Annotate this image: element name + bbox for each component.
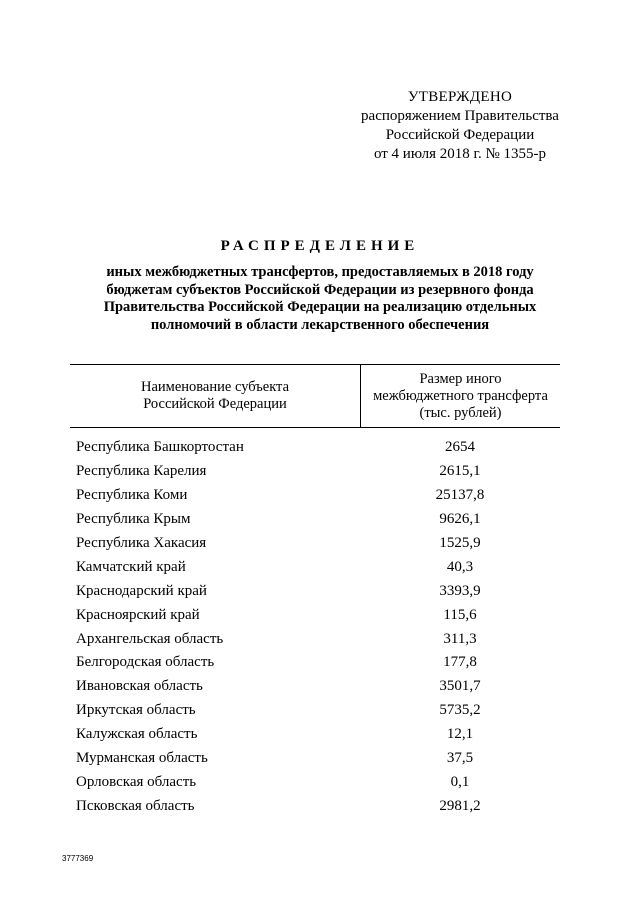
approval-stamp: УТВЕРЖДЕНО [407,89,513,105]
header-text: межбюджетного трансферта [373,387,548,404]
subtitle-line: бюджетам субъектов Российской Федерации из резервного фонда [106,281,534,298]
transfer-value: 2654 [445,439,475,456]
header-text: Наименование субъекта [140,379,290,395]
table-row [76,555,560,579]
table-row [76,508,560,532]
table-row [76,794,560,818]
transfer-value: 9626,1 [439,511,481,528]
table-row [76,532,560,556]
document-code: 3777369 [62,854,94,863]
header-text: Размер иного [419,370,502,387]
approval-line-1: распоряжением Правительства [361,108,559,124]
subject-name: Ивановская область [76,678,203,695]
subject-name: Республика Карелия [76,463,207,480]
subtitle-line: Правительства Российской Федерации на реализацию отдельных [103,299,537,315]
subject-name: Республика Коми [76,487,188,504]
subject-name: Белгородская область [76,654,215,671]
approval-block [340,88,580,164]
transfer-value: 1525,9 [439,535,481,551]
transfer-value: 115,6 [443,606,477,623]
header-subject-name [70,365,361,427]
table-row [76,699,560,723]
subject-name: Мурманская область [76,750,208,767]
table-row [76,723,560,747]
table-row [76,436,560,460]
subject-name: Иркутская область [76,702,196,719]
transfer-value: 3393,9 [439,582,481,599]
subject-name: Орловская область [76,773,197,790]
table-row [76,603,560,627]
header-transfer-amount [361,365,560,427]
subject-name: Республика Крым [76,511,191,528]
subject-name: Республика Хакасия [76,535,207,551]
transfer-value: 177,8 [443,654,477,671]
table-row [76,770,560,794]
table-row [76,627,560,651]
subject-name: Республика Башкортостан [76,439,244,456]
transfer-value: 2615,1 [439,463,481,480]
subject-name: Псковская область [76,797,195,814]
table-row [76,579,560,603]
table-header [70,364,560,428]
table-row [76,484,560,508]
subject-name: Краснодарский край [76,582,207,599]
approval-line-3: от 4 июля 2018 г. № 1355-р [373,146,547,162]
transfer-value: 2981,2 [439,797,481,814]
approval-line-2: Российской Федерации [385,127,535,143]
header-text: Российской Федерации [143,396,287,412]
subject-name: Калужская область [76,726,198,743]
document-subtitle [70,264,570,334]
table-row [76,675,560,699]
table-row [76,651,560,675]
transfer-value: 25137,8 [435,487,485,504]
header-text: (тыс. рублей) [419,404,502,421]
table-row [76,747,560,771]
subject-name: Красноярский край [76,606,200,623]
transfer-value: 311,3 [443,630,477,647]
table-body [76,436,560,818]
table-row [76,460,560,484]
subtitle-line: полномочий в области лекарственного обеспечения [150,316,490,333]
transfer-value: 12,1 [446,726,474,743]
transfer-value: 5735,2 [439,702,481,719]
subtitle-line: иных межбюджетных трансфертов, предоставляемых в 2018 году [106,264,534,280]
transfer-value: 3501,7 [439,678,481,695]
transfer-value: 37,5 [446,750,474,767]
subject-name: Архангельская область [76,630,224,647]
subject-name: Камчатский край [76,558,186,575]
document-title: РАСПРЕДЕЛЕНИЕ [220,238,420,254]
transfer-value: 0,1 [450,773,470,790]
transfer-value: 40,3 [446,558,474,575]
